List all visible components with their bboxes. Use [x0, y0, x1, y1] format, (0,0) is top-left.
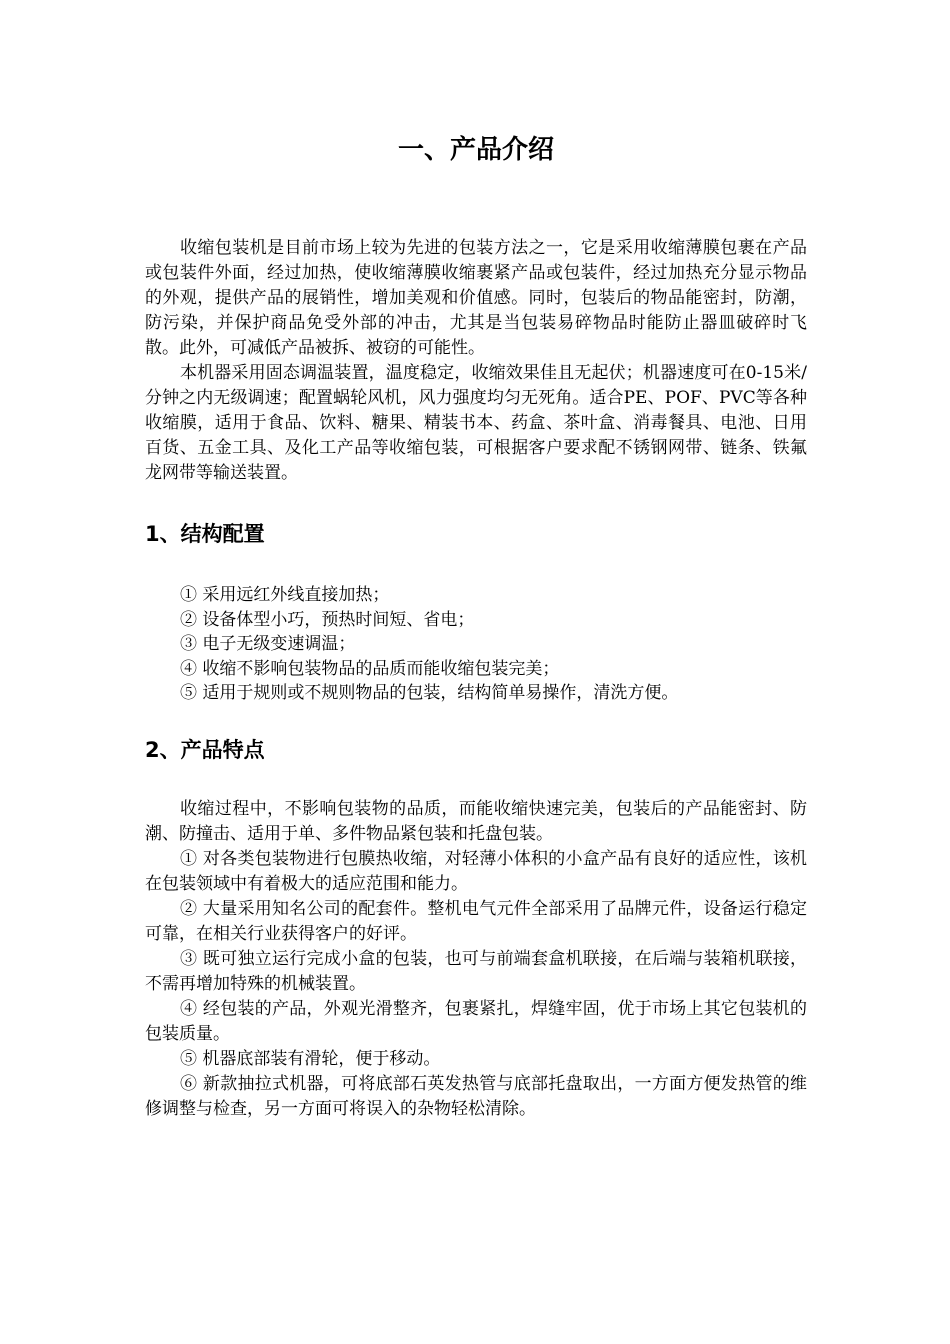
feature-paragraph: ③ 既可独立运行完成小盒的包装，也可与前端套盒机联接，在后端与装箱机联接，不需再增加特殊的机械装置。 — [145, 949, 807, 994]
section-heading-features: 2、产品特点 — [145, 738, 265, 762]
list-item: ② 设备体型小巧，预热时间短、省电； — [180, 609, 475, 630]
list-item: ① 采用远红外线直接加热； — [180, 585, 390, 605]
section-heading-structure: 1、结构配置 — [145, 522, 265, 546]
features-section — [145, 797, 807, 1122]
list-item: ⑤ 适用于规则或不规则物品的包装，结构简单易操作，清洗方便。 — [180, 683, 679, 703]
feature-paragraph: ② 大量采用知名公司的配套件。整机电气元件全部采用了品牌元件，设备运行稳定可靠，在相关行业获得客户的好评。 — [145, 899, 807, 944]
page-title: 一、产品介绍 — [397, 135, 554, 165]
feature-paragraph: ⑥ 新款抽拉式机器，可将底部石英发热管与底部托盘取出，一方面方便发热管的维修调整与检查，另一方面可将误入的杂物轻松清除。 — [145, 1074, 807, 1119]
feature-paragraph: ⑤ 机器底部装有滑轮，便于移动。 — [180, 1049, 441, 1069]
intro-paragraph: 收缩包装机是目前市场上较为先进的包装方法之一，它是采用收缩薄膜包裹在产品或包装件外面，经过加热，使收缩薄膜收缩裹紧产品或包装件，经过加热充分显示物品的外观，提供产品的展销性，增加美观和价值感。同时，包装后的物品能密封，防潮，防污染，并保护商品免受外部的冲击，尤其是当包装易碎物品时能防止器皿破碎时飞散。此外，可减低产品被拆、被窃的可能性。 — [145, 238, 807, 358]
feature-paragraph: ① 对各类包装物进行包膜热收缩，对轻薄小体积的小盒产品有良好的适应性，该机在包装领域中有着极大的适应范围和能力。 — [145, 849, 807, 894]
structure-list — [145, 583, 807, 706]
feature-paragraph: ④ 经包装的产品，外观光滑整齐，包裹紧扎，焊缝牢固，优于市场上其它包装机的包装质量。 — [145, 999, 807, 1044]
list-item: ③ 电子无级变速调温； — [180, 634, 356, 654]
feature-paragraph: 收缩过程中，不影响包装物的品质，而能收缩快速完美，包装后的产品能密封、防潮、防撞击、适用于单、多件物品紧包装和托盘包装。 — [145, 799, 807, 844]
intro-paragraph: 本机器采用固态调温装置，温度稳定，收缩效果佳且无起伏；机器速度可在0-15米/分钟之内无级调速；配置蜗轮风机，风力强度均匀无死角。适合PE、POF、PVC等各种收缩膜，适用于食品、饮料、糖果、精装书本、药盒、茶叶盒、消毒餐具、电池、日用百货、五金工具、及化工产品等收缩包装，可根据客户要求配不锈钢网带、链条、铁氟龙网带等输送装置。 — [145, 363, 807, 483]
intro-section — [145, 236, 807, 486]
list-item: ④ 收缩不影响包装物品的品质而能收缩包装完美； — [180, 658, 560, 679]
